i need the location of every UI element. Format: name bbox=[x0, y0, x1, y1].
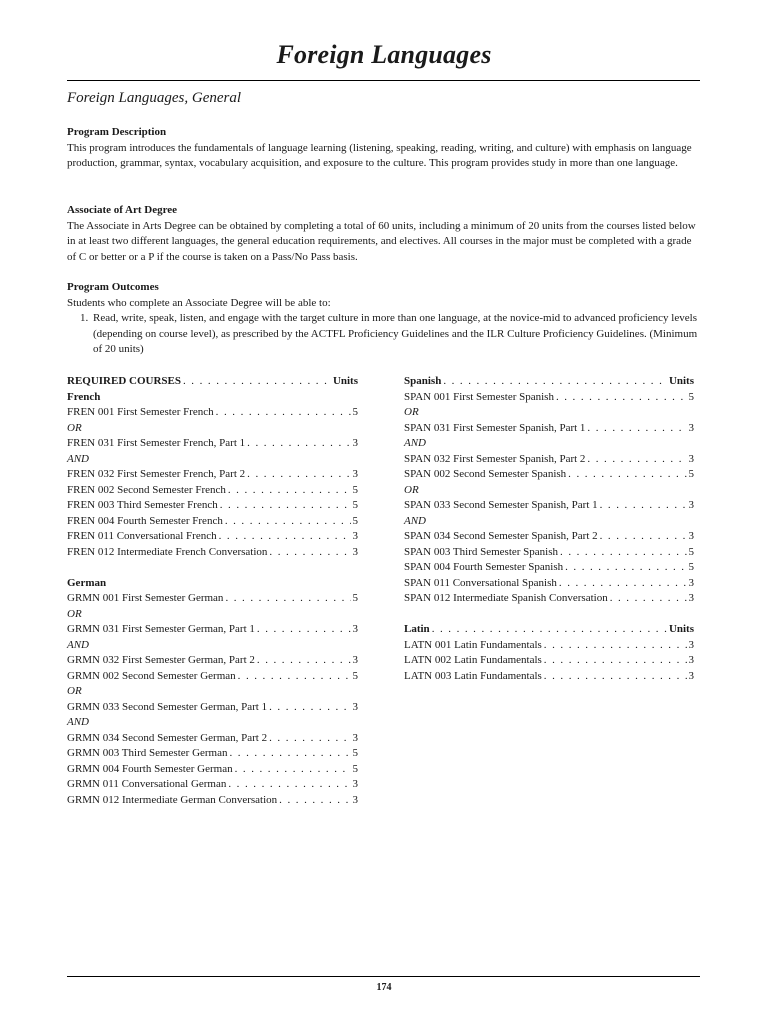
dot-leader bbox=[238, 669, 351, 685]
course-row bbox=[67, 405, 358, 421]
course-row bbox=[67, 731, 358, 747]
dot-leader bbox=[257, 653, 351, 669]
course-units: 5 bbox=[352, 669, 358, 682]
dot-leader bbox=[269, 700, 350, 716]
dot-leader bbox=[225, 514, 351, 530]
program-description-heading: Program Description bbox=[67, 126, 167, 138]
dot-leader bbox=[219, 529, 351, 545]
course-row bbox=[404, 467, 694, 483]
course-units: 3 bbox=[352, 731, 358, 744]
course-name: FREN 012 Intermediate French Conversation bbox=[67, 545, 268, 558]
course-name: SPAN 032 First Semester Spanish, Part 2 bbox=[404, 452, 586, 465]
course-name: GRMN 032 First Semester German, Part 2 bbox=[67, 654, 255, 666]
course-units: 3 bbox=[688, 669, 694, 682]
course-conjunction: OR bbox=[404, 483, 419, 496]
course-name: GRMN 012 Intermediate German Conversation bbox=[67, 793, 278, 806]
group-title: REQUIRED COURSES bbox=[67, 375, 181, 387]
associate-degree bbox=[67, 203, 700, 265]
course-row bbox=[404, 390, 694, 406]
dot-leader bbox=[544, 638, 687, 654]
dot-leader bbox=[225, 591, 350, 607]
dot-leader bbox=[600, 529, 687, 545]
course-row bbox=[404, 669, 694, 685]
dot-leader bbox=[600, 498, 687, 514]
course-name: FREN 004 Fourth Semester French bbox=[67, 514, 223, 527]
course-row bbox=[67, 669, 358, 685]
dot-leader bbox=[269, 731, 350, 747]
course-name: SPAN 034 Second Semester Spanish, Part 2 bbox=[404, 530, 598, 542]
course-name: SPAN 033 Second Semester Spanish, Part 1 bbox=[404, 499, 598, 511]
course-name: GRMN 034 Second Semester German, Part 2 bbox=[67, 731, 268, 744]
dot-leader bbox=[432, 622, 667, 638]
course-row bbox=[67, 622, 358, 638]
dot-leader bbox=[544, 669, 687, 685]
course-units: 5 bbox=[352, 406, 358, 418]
course-row bbox=[404, 545, 694, 561]
course-units: 5 bbox=[688, 561, 694, 573]
course-units: 3 bbox=[352, 623, 358, 635]
course-conjunction: OR bbox=[404, 406, 419, 418]
course-name: FREN 003 Third Semester French bbox=[67, 499, 218, 511]
course-name: LATN 002 Latin Fundamentals bbox=[404, 654, 542, 666]
program-description-text: This program introduces the fundamentals of language learning (listening, speaking, reading, writing, and culture) with emphasis on language production, grammar, syntax, vocabulary acquisition, and exposure to the culture. This program provides study in more than one language. bbox=[67, 141, 692, 169]
course-row bbox=[67, 653, 358, 669]
units-label: Units bbox=[332, 375, 358, 387]
program-outcomes-intro: Students who complete an Associate Degree will be able to: bbox=[67, 296, 331, 309]
course-units: 5 bbox=[688, 390, 694, 403]
course-row bbox=[67, 498, 358, 514]
course-group-header bbox=[404, 622, 694, 638]
outcome-item bbox=[67, 311, 700, 358]
associate-degree-text: The Associate in Arts Degree can be obtained by completing a total of 60 units, including a minimum of 20 units from the courses listed below in at least two different languages, the general education requirements, and electives. All courses in the major must be completed with a grade of C or better or a P if the course is taken on a Pass/No Pass basis. bbox=[67, 219, 696, 263]
dot-leader bbox=[247, 436, 350, 452]
course-row bbox=[404, 498, 694, 514]
course-units: 3 bbox=[688, 576, 694, 589]
course-conjunction: AND bbox=[404, 437, 426, 449]
course-row bbox=[67, 746, 358, 762]
group-title: Spanish bbox=[404, 375, 442, 387]
program-description bbox=[67, 125, 700, 172]
course-name: FREN 011 Conversational French bbox=[67, 530, 217, 542]
course-units: 5 bbox=[688, 468, 694, 480]
program-outcomes bbox=[67, 280, 700, 358]
course-name: GRMN 001 First Semester German bbox=[67, 592, 224, 604]
course-conjunction: AND bbox=[67, 638, 89, 651]
course-row bbox=[404, 576, 694, 592]
course-units: 5 bbox=[688, 545, 694, 558]
course-row bbox=[404, 529, 694, 545]
course-units: 3 bbox=[688, 499, 694, 511]
dot-leader bbox=[257, 622, 351, 638]
course-units: 3 bbox=[688, 638, 694, 651]
course-units: 3 bbox=[352, 778, 358, 790]
dot-leader bbox=[183, 374, 331, 390]
dot-leader bbox=[216, 405, 351, 421]
page-title: Foreign Languages bbox=[276, 40, 492, 69]
course-name: FREN 002 Second Semester French bbox=[67, 483, 226, 496]
top-rule bbox=[67, 80, 700, 81]
course-units: 3 bbox=[688, 421, 694, 434]
course-name: GRMN 011 Conversational German bbox=[67, 778, 227, 790]
dot-leader bbox=[556, 390, 687, 406]
dot-leader bbox=[587, 452, 686, 468]
outcome-number: 1. bbox=[80, 312, 89, 324]
course-conjunction: OR bbox=[67, 685, 82, 697]
course-row bbox=[67, 436, 358, 452]
units-label: Units bbox=[668, 375, 694, 387]
course-units: 5 bbox=[352, 499, 358, 511]
dot-leader bbox=[565, 560, 686, 576]
course-name: SPAN 001 First Semester Spanish bbox=[404, 390, 554, 403]
dot-leader bbox=[269, 545, 350, 561]
course-row bbox=[67, 545, 358, 561]
course-row bbox=[67, 777, 358, 793]
course-name: FREN 032 First Semester French, Part 2 bbox=[67, 468, 246, 480]
spacer bbox=[404, 607, 694, 623]
course-row bbox=[404, 591, 694, 607]
course-row bbox=[67, 467, 358, 483]
course-units: 3 bbox=[688, 654, 694, 666]
course-name: FREN 001 First Semester French bbox=[67, 406, 214, 418]
course-name: SPAN 011 Conversational Spanish bbox=[404, 576, 557, 589]
right-course-column bbox=[404, 374, 694, 684]
course-row bbox=[67, 514, 358, 530]
course-row bbox=[404, 653, 694, 669]
dot-leader bbox=[279, 793, 350, 809]
course-name: SPAN 002 Second Semester Spanish bbox=[404, 468, 567, 480]
dot-leader bbox=[235, 762, 351, 778]
group-title: Latin bbox=[404, 623, 430, 635]
course-row bbox=[67, 793, 358, 809]
spacer bbox=[67, 560, 358, 576]
course-units: 3 bbox=[352, 468, 358, 480]
course-row bbox=[404, 421, 694, 437]
course-units: 3 bbox=[352, 793, 358, 806]
program-outcomes-heading: Program Outcomes bbox=[67, 281, 159, 293]
dot-leader bbox=[560, 545, 686, 561]
course-units: 5 bbox=[352, 747, 358, 759]
course-name: GRMN 033 Second Semester German, Part 1 bbox=[67, 700, 268, 713]
course-units: 3 bbox=[352, 530, 358, 542]
units-label: Units bbox=[668, 623, 694, 635]
bottom-rule bbox=[67, 976, 700, 977]
course-name: LATN 001 Latin Fundamentals bbox=[404, 638, 542, 651]
course-conjunction: AND bbox=[404, 514, 426, 527]
dot-leader bbox=[587, 421, 686, 437]
dot-leader bbox=[247, 467, 350, 483]
dot-leader bbox=[443, 374, 667, 390]
page-number: 174 bbox=[376, 982, 392, 993]
course-group-header bbox=[404, 374, 694, 390]
language-subheading: French bbox=[67, 390, 101, 403]
course-units: 3 bbox=[352, 437, 358, 449]
course-conjunction: AND bbox=[67, 452, 89, 465]
course-row bbox=[404, 452, 694, 468]
course-row bbox=[67, 700, 358, 716]
dot-leader bbox=[220, 498, 351, 514]
course-row bbox=[67, 483, 358, 499]
course-units: 3 bbox=[688, 452, 694, 465]
course-name: SPAN 004 Fourth Semester Spanish bbox=[404, 561, 564, 573]
course-units: 5 bbox=[352, 762, 358, 775]
course-name: GRMN 003 Third Semester German bbox=[67, 747, 228, 759]
course-name: SPAN 012 Intermediate Spanish Conversation bbox=[404, 592, 608, 604]
course-units: 5 bbox=[352, 483, 358, 496]
course-units: 5 bbox=[352, 592, 358, 604]
language-subheading: German bbox=[67, 576, 107, 589]
dot-leader bbox=[230, 746, 351, 762]
course-row bbox=[67, 591, 358, 607]
dot-leader bbox=[568, 467, 686, 483]
course-row bbox=[404, 560, 694, 576]
course-conjunction: OR bbox=[67, 421, 82, 434]
course-name: GRMN 004 Fourth Semester German bbox=[67, 762, 233, 775]
dot-leader bbox=[544, 653, 687, 669]
course-row bbox=[67, 762, 358, 778]
course-units: 3 bbox=[352, 700, 358, 713]
course-group-header bbox=[67, 374, 358, 390]
course-name: LATN 003 Latin Fundamentals bbox=[404, 669, 542, 682]
course-name: GRMN 031 First Semester German, Part 1 bbox=[67, 623, 255, 635]
course-name: FREN 031 First Semester French, Part 1 bbox=[67, 437, 246, 449]
course-row bbox=[67, 529, 358, 545]
course-units: 3 bbox=[688, 530, 694, 542]
dot-leader bbox=[559, 576, 687, 592]
associate-degree-heading: Associate of Art Degree bbox=[67, 204, 178, 216]
course-conjunction: AND bbox=[67, 716, 89, 728]
course-name: GRMN 002 Second Semester German bbox=[67, 669, 236, 682]
course-name: SPAN 003 Third Semester Spanish bbox=[404, 545, 559, 558]
dot-leader bbox=[610, 591, 687, 607]
course-units: 3 bbox=[688, 592, 694, 604]
outcome-text: Read, write, speak, listen, and engage with the target culture in more than one language, at the novice-mid to advanced proficiency levels (depending on course level), as prescribed by the ACTFL Proficiency Guidelines and the ILR Culture Proficiency Guidelines. (Minimum of 20 units) bbox=[93, 312, 698, 355]
course-name: SPAN 031 First Semester Spanish, Part 1 bbox=[404, 421, 586, 434]
course-units: 5 bbox=[352, 514, 358, 527]
left-course-column bbox=[67, 374, 358, 808]
dot-leader bbox=[228, 777, 350, 793]
course-units: 3 bbox=[352, 654, 358, 666]
course-row bbox=[404, 638, 694, 654]
course-units: 3 bbox=[352, 545, 358, 558]
dot-leader bbox=[228, 483, 351, 499]
course-conjunction: OR bbox=[67, 607, 82, 620]
section-title: Foreign Languages, General bbox=[67, 90, 242, 106]
